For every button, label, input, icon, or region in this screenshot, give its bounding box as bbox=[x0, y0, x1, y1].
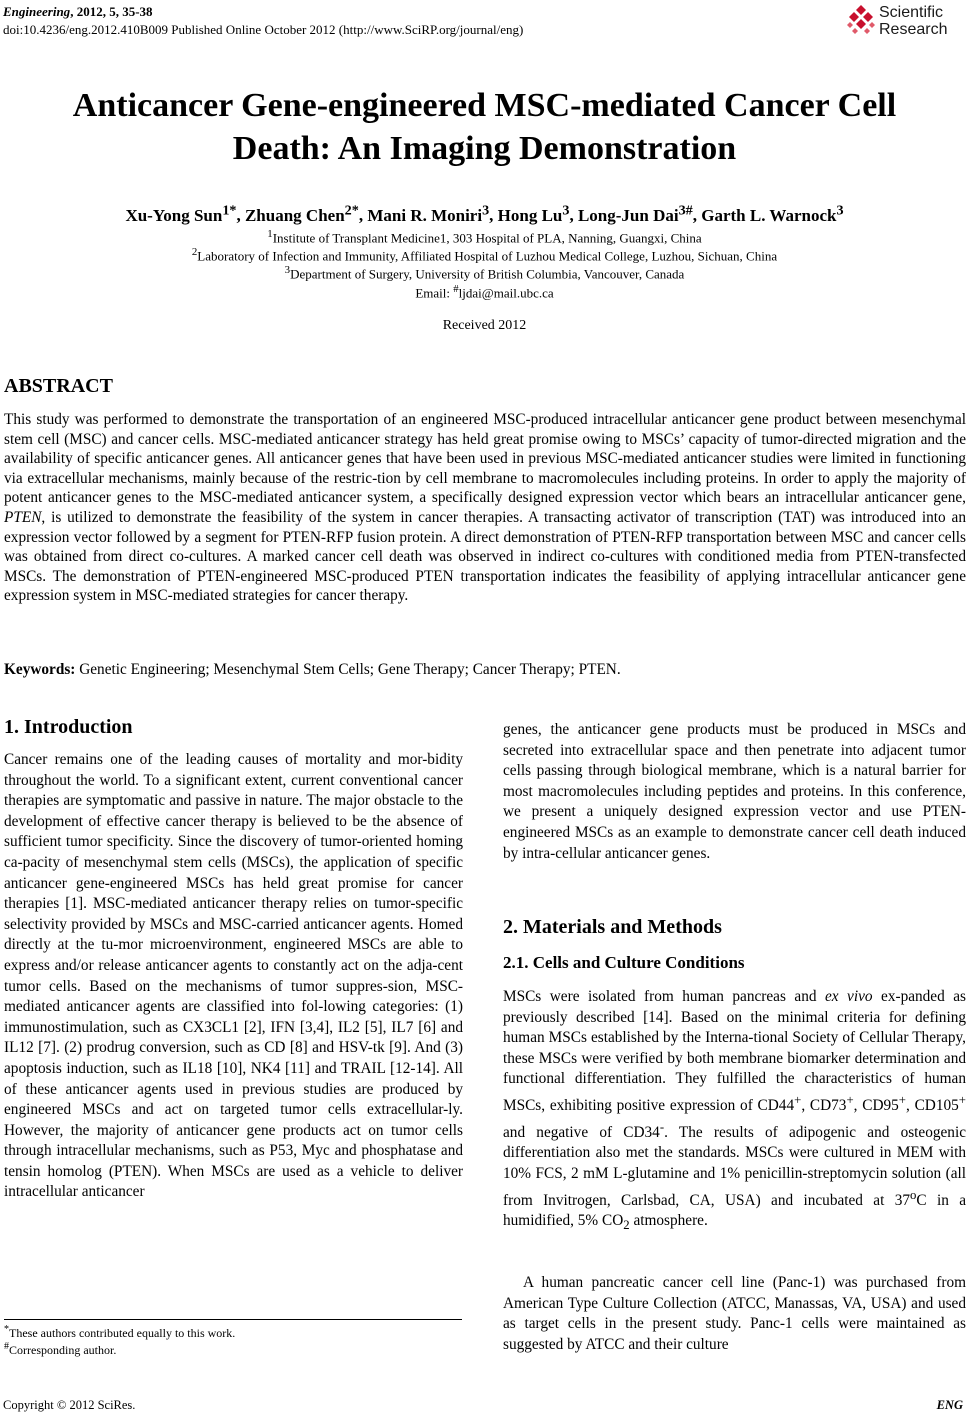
journal-citation bbox=[3, 4, 153, 20]
methods-paragraph: MSCs were isolated from human pancreas and ex vivo ex-panded as previously described [14]. Based on the minimal criteria for defining human MSCs established by the Interna-tional Society of Cellular Therapy, these MSCs were verified by both membrane biomarker determination and functional differentiation. They fulfilled the characteristics of human MSCs, exhibiting positive expression of CD44+, CD73+, CD95+, CD105+ and negative of CD34-. The results of adipogenic and osteogenic differentiation also met the standards. MSCs were cultured in MEM with 10% FCS, 2 mM L-glutamine and 1% penicillin-streptomycin solution (all from Invitrogen, Carlsbad, CA, USA) and incubated at 37$^o$C in a humidified, 5% $CO_2$ atmosphere. bbox=[503, 988, 966, 1233]
copyright: Copyright © 2012 SciRes. bbox=[3, 1398, 136, 1412]
author: Long-Jun Dai$^{3\#}$ bbox=[577, 202, 693, 225]
author: Zhuang Chen$^{2*}$ bbox=[244, 202, 359, 225]
footnote: *These authors contributed equally to this work. bbox=[4, 1324, 236, 1340]
section-heading-methods: 2. Materials and Methods bbox=[503, 916, 722, 938]
journal-abbreviation: ENG bbox=[936, 1398, 963, 1412]
author: Xu-Yong Sun$^{1*}$ bbox=[125, 202, 237, 225]
author: Hong Lu$^3$ bbox=[497, 202, 570, 225]
author: Garth L. Warnock$^3$ bbox=[701, 202, 844, 225]
scirp-logo-icon bbox=[845, 4, 877, 38]
volume-pages: , 2012, 5, 35-38 bbox=[70, 4, 153, 19]
logo-line1: Scientific bbox=[879, 4, 944, 21]
abstract-heading: ABSTRACT bbox=[4, 375, 113, 397]
affiliation: $^1$Institute of Transplant Medicine1, 303 Hospital of PLA, Nanning, Guangxi, China bbox=[267, 228, 702, 246]
title-line1: Anticancer Gene-engineered MSC-mediated Cancer Cell bbox=[72, 87, 897, 124]
received-date: Received 2012 bbox=[442, 318, 527, 333]
logo-line2: Research bbox=[879, 21, 948, 38]
introduction-continued: genes, the anticancer gene products must be produced in MSCs and secreted into extracellular space and then penetrate into adjacent tumor cells passing through biological membrane, which is a natural barrier for most macromolecules including peptides and proteins. In this conference, we present a uniquely designed expression vector and use PTEN-engineered MSCs as an example to demonstrate cancer cell death induced by intra-cellular anticancer genes. bbox=[503, 721, 966, 862]
affiliation: $^3$Department of Surgery, University of British Columbia, Vancouver, Canada bbox=[284, 264, 685, 282]
author-list: Xu-Yong Sun$^{1*}$, Zhuang Chen$^{2*}$, Mani R. Moniri$^3$, Hong Lu$^3$, Long-Jun Dai$^{3\#}$, Garth L. Warnock$^3$ bbox=[125, 202, 844, 225]
journal-name: Engineering bbox=[3, 4, 71, 19]
introduction-paragraph: Cancer remains one of the leading causes of mortality and mor-bidity throughout the world. To a significant extent, current conventional cancer therapies are symptomatic and passive in nature. The major obstacle to the development of effective cancer therapy is believed to be the absence of sufficient tumor specificity. Since the discovery of tumor-oriented homing ca-pacity of mesenchymal stem cells (MSCs), the application of specific anticancer gene-engineered MSCs has held great promise for cancer therapies [1]. MSC-mediated anticancer therapy relies on tumor-specific selectivity provided by MSCs and MSC-carried anticancer agents. Homed directly at the tu-mor microenvironment, engineered MSCs are able to express and/or release anticancer agents to constantly act on the adja-cent tumor cells. Based on the mechanisms of tumor suppres-sion, MSC-mediated anticancer agents are classified into fol-lowing categories: (1) immunostimulation, such as CX3CL1 [2], IFN [3,4], IL2 [5], IL7 [6] and IL12 [7]. (2) prodrug conversion, such as CD [8] and HSV-tk [9]. And (3) apoptosis induction, such as IL18 [10], NK4 [11] and TRAIL [12-14]. All of these anticancer agents used in previous studies are produced by engineered MSCs and act on targeted tumor cells extracellular-ly. However, the majority of anticancer gene products act on tumor cells through intracellular mechanisms, such as P53, Myc and phosphatase and tensin homolog (PTEN). When MSCs are used as a vehicle to deliver intracellular anticancer bbox=[4, 751, 463, 1201]
email: Email: #ljdai@mail.ubc.ca bbox=[415, 283, 554, 301]
doi-line: doi:10.4236/eng.2012.410B009 Published Online October 2012 (http://www.SciRP.org/journal/eng) bbox=[3, 22, 524, 37]
title-line2: Death: An Imaging Demonstration bbox=[232, 130, 737, 167]
author: Mani R. Moniri$^3$ bbox=[367, 202, 490, 225]
footnote-divider bbox=[4, 1319, 462, 1320]
methods-paragraph-2: A human pancreatic cancer cell line (Panc-1) was purchased from American Type Culture Collection (ATCC, Manassas, VA, USA) and used as target cells in the present study. Panc-1 cells were maintained as suggested by ATCC and their culture bbox=[503, 1274, 966, 1353]
publisher-logo bbox=[845, 4, 963, 44]
keywords: Keywords: Genetic Engineering; Mesenchymal Stem Cells; Gene Therapy; Cancer Therapy; PTEN. bbox=[4, 661, 621, 678]
affiliation: $^2$Laboratory of Infection and Immunity, Affiliated Hospital of Luzhou Medical College, Luzhou, Sichuan, China bbox=[191, 246, 778, 264]
abstract-text: This study was performed to demonstrate the transportation of an engineered MSC-produced intracellular anticancer gene product between mesenchymal stem cell (MSC) and cancer cells. MSC-mediated anticancer strategy has held great promise owing to MSCs’ capacity of tumor-directed migration and the availability of specific anticancer genes. All anticancer genes that have been used in previous MSC-mediated anticancer studies were limited in functioning via extracellular mechanisms, mainly because of the restric-tion by cell membrane to macromolecules including proteins. In order to apply the majority of potent anticancer genes to the MSC-mediated anticancer system, a specifically designed expression vector which bears an intracellular anticancer gene, PTEN, is utilized to demonstrate the feasibility of the system in cancer therapies. A transacting activator of transcription (TAT) was introduced into an expression vector followed by a segment for PTEN-RFP fusion protein. A direct demonstration of PTEN-RFP transportation between MSC and cancer cells was obtained from direct co-cultures. A marked cancer cell death was observed in indirect co-cultures with conditioned media from PTEN-transfected MSCs. The demonstration of PTEN-engineered MSC-produced PTEN transportation indicates the feasibility of applying intracellular anticancer gene expression system in MSC-mediated strategies for cancer therapy. bbox=[4, 411, 966, 605]
paper-title bbox=[0, 84, 969, 170]
email-address[interactable]: ljdai@mail.ubc.ca bbox=[458, 285, 554, 301]
subsection-heading-cells: 2.1. Cells and Culture Conditions bbox=[503, 953, 745, 972]
footnote: #Corresponding author. bbox=[4, 1341, 117, 1357]
section-heading-introduction: 1. Introduction bbox=[4, 716, 133, 738]
